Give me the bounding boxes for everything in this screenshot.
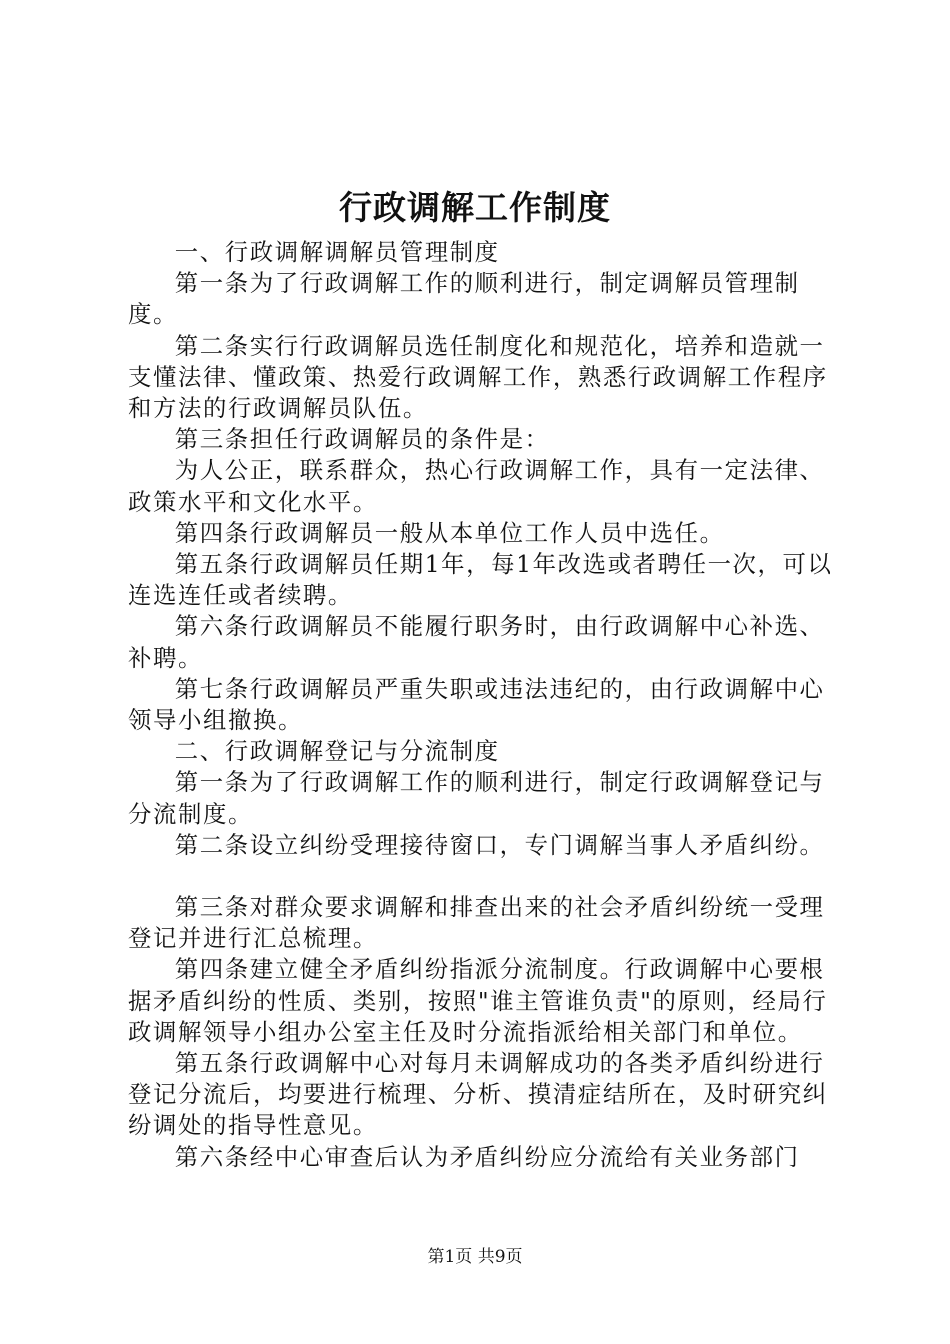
paragraph: 第六条行政调解员不能履行职务时，由行政调解中心补选、补聘。 bbox=[128, 612, 825, 672]
paragraph: 第一条为了行政调解工作的顺利进行，制定行政调解登记与分流制度。 bbox=[128, 768, 825, 828]
paragraph: 第七条行政调解员严重失职或违法违纪的，由行政调解中心领导小组撤换。 bbox=[128, 674, 825, 735]
paragraph: 第三条对群众要求调解和排查出来的社会矛盾纠纷统一受理登记并进行汇总梳理。 bbox=[128, 893, 825, 953]
paragraph: 第一条为了行政调解工作的顺利进行，制定调解员管理制度。 bbox=[128, 269, 800, 329]
section-heading: 一、行政调解调解员管理制度 bbox=[174, 238, 500, 266]
paragraph: 第二条设立纠纷受理接待窗口，专门调解当事人矛盾纠纷。 bbox=[174, 830, 825, 859]
section-heading: 二、行政调解登记与分流制度 bbox=[174, 737, 500, 766]
paragraph: 第五条行政调解员任期1年，每1年改选或者聘任一次，可以连选连任或者续聘。 bbox=[128, 550, 833, 610]
paragraph: 第五条行政调解中心对每月未调解成功的各类矛盾纠纷进行登记分流后，均要进行梳理、分析、摸清症结所在，及时研究纠纷调处的指导性意见。 bbox=[128, 1049, 828, 1140]
page-number: 第1页 共9页 bbox=[427, 1247, 523, 1267]
paragraph: 第六条经中心审查后认为矛盾纠纷应分流给有关业务部门 bbox=[174, 1142, 800, 1171]
paragraph: 为人公正，联系群众，热心行政调解工作，具有一定法律、政策水平和文化水平。 bbox=[128, 456, 825, 516]
paragraph: 第四条建立健全矛盾纠纷指派分流制度。行政调解中心要根据矛盾纠纷的性质、类别，按照"谁主管谁负责"的原则，经局行政调解领导小组办公室主任及时分流指派给相关部门和单位。 bbox=[128, 955, 828, 1046]
document-title: 行政调解工作制度 bbox=[339, 188, 611, 227]
document-body bbox=[128, 237, 838, 1173]
paragraph: 第四条行政调解员一般从本单位工作人员中选任。 bbox=[174, 518, 725, 547]
paragraph: 第三条担任行政调解员的条件是： bbox=[174, 425, 550, 454]
paragraph: 第二条实行行政调解员选任制度化和规范化，培养和造就一支懂法律、懂政策、热爱行政调解工作，熟悉行政调解工作程序和方法的行政调解员队伍。 bbox=[128, 331, 828, 423]
